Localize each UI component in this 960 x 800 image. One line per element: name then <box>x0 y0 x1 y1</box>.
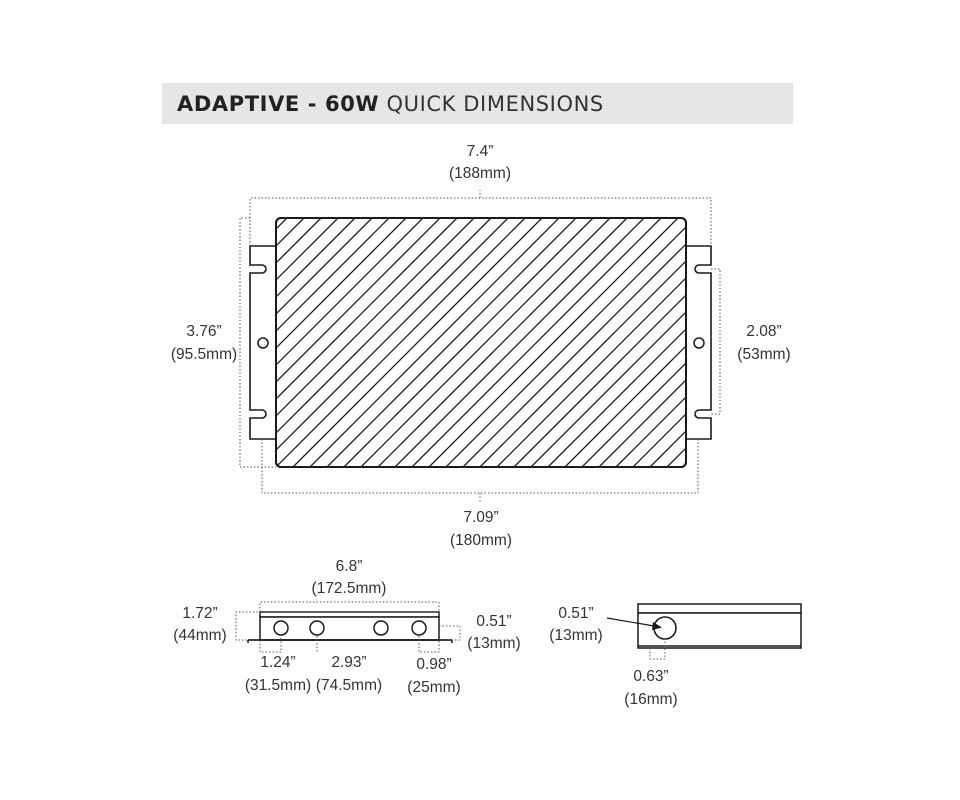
knockout-hole-4 <box>412 621 426 635</box>
title-light: QUICK DIMENSIONS <box>386 92 604 116</box>
side-hole-offset-mm: (16mm) <box>624 691 678 708</box>
knockout-hole-1 <box>274 621 288 635</box>
side-view <box>549 604 801 708</box>
edge-to-first-hole-in: 1.24” <box>260 654 296 671</box>
right-mounting-tab <box>686 246 711 439</box>
tab-spacing-in: 2.08” <box>746 323 782 340</box>
last-hole-to-edge-in: 0.98” <box>416 656 452 673</box>
top-view <box>0 143 960 549</box>
hole-spacing-in: 2.93” <box>331 654 367 671</box>
body-length-in: 7.09” <box>463 509 499 526</box>
overall-length-mm: (188mm) <box>448 165 512 182</box>
front-length-mm: (172.5mm) <box>311 580 387 597</box>
overall-height-mm: (95.5mm) <box>170 346 238 363</box>
side-hole-diameter-in: 0.51” <box>558 605 594 622</box>
body-length-mm: (180mm) <box>449 532 513 549</box>
edge-to-first-hole-mm: (31.5mm) <box>244 677 312 694</box>
hole-spacing-mm: (74.5mm) <box>315 677 383 694</box>
side-hole-diameter-mm: (13mm) <box>549 627 603 644</box>
front-height-mm: (44mm) <box>173 627 227 644</box>
overall-height-in: 3.76” <box>186 323 222 340</box>
front-length-in: 6.8” <box>335 558 363 575</box>
last-hole-to-edge-mm: (25mm) <box>407 679 461 696</box>
knockout-hole-3 <box>374 621 388 635</box>
left-mounting-tab <box>250 246 276 439</box>
side-lid <box>638 604 801 613</box>
title-bold: ADAPTIVE - 60W <box>177 92 380 116</box>
front-view <box>173 558 520 696</box>
front-hole-diameter-in: 0.51” <box>476 613 512 630</box>
overall-length-in: 7.4” <box>466 143 494 160</box>
side-hole-offset-in: 0.63” <box>633 668 669 685</box>
front-hole-diameter-mm: (13mm) <box>467 635 521 652</box>
knockout-hole-2 <box>310 621 324 635</box>
front-height-in: 1.72” <box>182 605 218 622</box>
tab-spacing-mm: (53mm) <box>737 346 791 363</box>
